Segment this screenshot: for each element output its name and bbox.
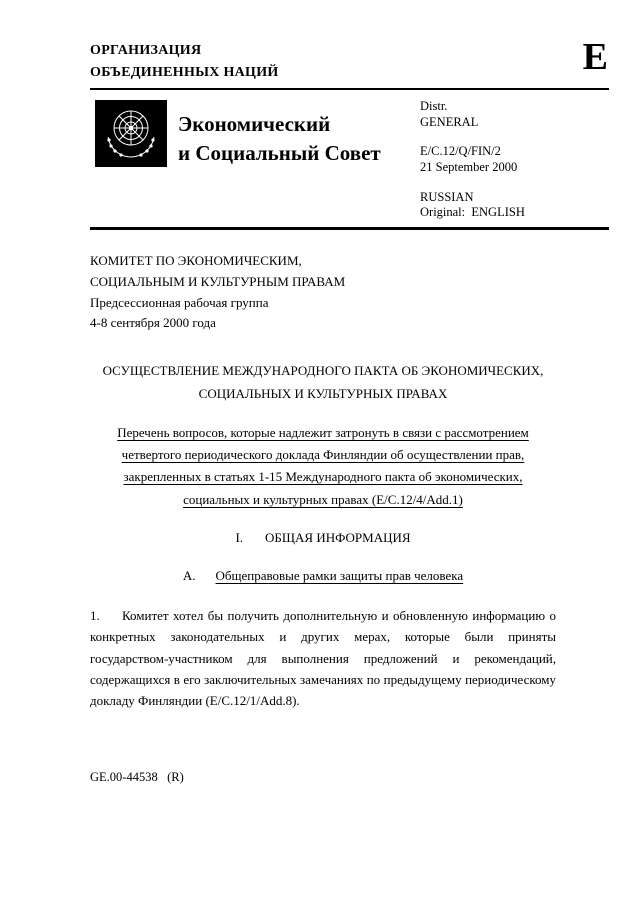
subtitle-line1: Перечень вопросов, которые надлежит затронуть в связи с рассмотрением <box>117 424 529 440</box>
section-a-heading <box>90 568 556 584</box>
session-dates: 4-8 сентября 2000 года <box>90 315 216 331</box>
document-date: 21 September 2000 <box>420 159 518 174</box>
committee-line2: СОЦИАЛЬНЫМ И КУЛЬТУРНЫМ ПРАВАМ <box>90 273 346 289</box>
org-name-line1: ОРГАНИЗАЦИЯ <box>90 43 202 58</box>
document-subtitle <box>90 422 556 511</box>
distr-value: GENERAL <box>420 114 479 129</box>
working-group-line: Предсессионная рабочая группа <box>90 294 269 310</box>
org-name-line2: ОБЪЕДИНЕННЫХ НАЦИЙ <box>90 64 279 80</box>
council-title-line2: и Социальный Совет <box>178 141 381 166</box>
footer-reference: GE.00-44538 (R) <box>90 770 184 784</box>
distr-label: Distr. <box>420 99 448 113</box>
header-divider <box>90 88 609 90</box>
council-title-line1: Экономический <box>178 112 331 136</box>
document-language: RUSSIAN <box>420 189 474 204</box>
paragraph-1-number: 1. <box>90 608 100 624</box>
section-divider <box>90 227 609 230</box>
document-title <box>90 360 556 406</box>
distribution-block <box>420 99 525 221</box>
section-i-numeral: I. <box>235 530 244 546</box>
document-title-line2: СОЦИАЛЬНЫХ И КУЛЬТУРНЫХ ПРАВАХ <box>198 385 448 401</box>
committee-block <box>90 251 556 334</box>
section-a-letter: A. <box>182 568 196 584</box>
document-symbol: E/C.12/Q/FIN/2 <box>420 144 501 159</box>
document-original-language: Original: ENGLISH <box>420 205 525 220</box>
spacer <box>420 130 525 144</box>
section-i-heading <box>90 530 556 546</box>
un-emblem-icon <box>95 100 167 167</box>
org-name <box>90 40 279 83</box>
committee-line1: КОМИТЕТ ПО ЭКОНОМИЧЕСКИМ, <box>90 253 302 268</box>
section-a-title: Общеправовые рамки защиты прав человека <box>215 568 464 584</box>
section-i-title: ОБЩАЯ ИНФОРМАЦИЯ <box>265 530 411 546</box>
subtitle-line2: четвертого периодического доклада Финляндии об осуществлении прав, <box>121 447 525 463</box>
paragraph-1-text: Комитет хотел бы получить дополнительную и обновленную информацию о конкретных законодательных и других мерах, которые были приняты государством-участником для выполнения предложений и рекомендаций, содержащихся в его заключительных замечаниях по предыдущему периодическому докладу Финляндии (E/C.12/1/Add.8). <box>90 608 556 708</box>
document-series-letter: E <box>582 36 608 78</box>
council-title <box>178 110 381 169</box>
subtitle-line3: закрепленных в статьях 1-15 Международного пакта об экономических, <box>123 469 523 485</box>
document-body <box>90 251 556 711</box>
document-title-line1: ОСУЩЕСТВЛЕНИЕ МЕЖДУНАРОДНОГО ПАКТА ОБ ЭКОНОМИЧЕСКИХ, <box>102 363 544 379</box>
subtitle-line4: социальных и культурных правах (E/C.12/4/Add.1) <box>183 491 463 507</box>
spacer <box>420 176 525 190</box>
paragraph-1 <box>90 605 556 711</box>
